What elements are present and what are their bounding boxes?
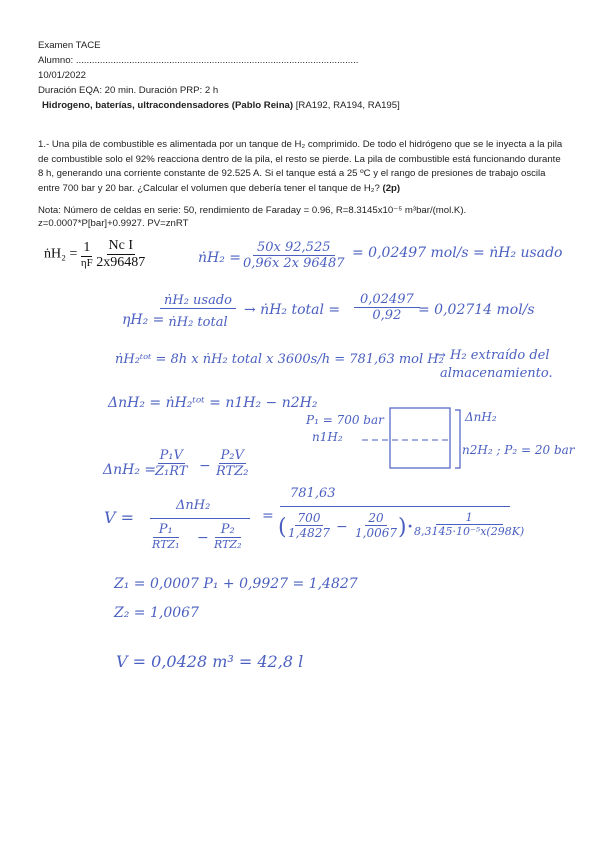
hw-line6-a-den: RTZ₁	[152, 538, 180, 551]
hw-line3-note2: almacenamiento.	[440, 366, 553, 381]
hw-line1-rhs: = 0,02497 mol/s = ṅH₂ usado	[352, 245, 563, 261]
formula-lhs: ṅH₂ =	[44, 246, 78, 262]
note-line-2: z=0.0007*P[bar]+0.9927. PV=znRT	[38, 218, 189, 229]
hw-line5-frac1	[155, 448, 187, 479]
hw-line5-d1: Z₁RT	[155, 464, 188, 479]
hw-line1-lhs: ṅH₂ =	[198, 250, 242, 266]
hw-line6-bar2	[280, 506, 510, 507]
exam-duration: Duración EQA: 20 min. Duración PRP: 2 h	[38, 85, 219, 96]
hw-line5-n1: P₁V	[159, 448, 183, 463]
hw-line5-n2: P₂V	[220, 448, 244, 463]
tank-dn-label: ΔnH₂	[465, 410, 497, 424]
hw-line6-paren-close: )·	[398, 515, 414, 540]
tank-p1-label: P₁ = 700 bar	[306, 413, 384, 427]
topic-title: Hidrogeno, baterías, ultracondensadores (Pablo Reina)	[42, 100, 294, 111]
hw-line6-b-den: RTZ₂	[214, 538, 242, 551]
hw-line6-bar	[150, 518, 250, 519]
student-field: Alumno: ..........................................................................................................	[38, 55, 359, 66]
hw-line1-den: 0,96x 2x 96487	[243, 256, 345, 271]
hw-line6-top: 781,63	[290, 486, 336, 501]
hw-line2-den2: 0,92	[372, 308, 402, 323]
hw-line4: ΔnH₂ = ṅH₂ᵗᵒᵗ = n1H₂ − n2H₂	[108, 395, 318, 411]
hw-line3: ṅH₂ᵗᵒᵗ = 8h x ṅH₂ total x 3600s/h = 781,63 mol H₂	[115, 352, 444, 367]
hw-line6-minus2: −	[336, 519, 348, 535]
hw-line2-num: ṅH₂ usado	[160, 293, 236, 309]
formula-eta: ηF	[80, 257, 93, 269]
hw-line1-num: 50x 92,525	[253, 240, 335, 256]
note-line-1: Nota: Número de celdas en serie: 50, rendimiento de Faraday = 0.96, R=8.3145x10⁻⁵ m³bar/(mol.K).	[38, 205, 467, 216]
hw-line2-mid: → ṅH₂ total =	[244, 302, 341, 318]
hw-line6-b-num: P₂	[215, 522, 241, 538]
formula-den: 2x96487	[96, 255, 146, 270]
hw-line6-frac-d	[355, 511, 397, 540]
tank-bracket	[455, 410, 460, 468]
hw-line5-minus: −	[199, 458, 211, 474]
hw-line6-frac-c	[288, 511, 330, 540]
hw-line5-frac2	[216, 448, 248, 479]
question-points: (2p)	[382, 182, 401, 194]
exam-date: 10/01/2022	[38, 70, 87, 81]
tank-n1-label: n1H₂	[312, 430, 343, 444]
tank-outline	[390, 408, 450, 468]
hw-z1: Z₁ = 0,0007 P₁ + 0,9927 = 1,4827	[114, 576, 358, 592]
hw-line2-rhs: = 0,02714 mol/s	[418, 302, 535, 318]
formula-one: 1	[83, 240, 91, 255]
hw-line2-num2: 0,02497	[354, 292, 420, 308]
formula-num: Nc I	[108, 238, 134, 253]
hw-line6-num: ΔnH₂	[176, 498, 211, 513]
hw-line3-note1: → H₂ extraído del	[435, 348, 550, 363]
hw-line6-frac-e	[414, 511, 524, 538]
hw-line6-a-num: P₁	[153, 522, 179, 538]
hw-line5-d2: RTZ₂	[216, 464, 249, 479]
hw-line2-den: ṅH₂ total	[168, 315, 228, 330]
hw-line6-frac-b	[214, 522, 241, 551]
hw-line2-lhs: ηH₂ =	[122, 312, 165, 328]
hw-line6-lhs: V =	[104, 508, 135, 527]
hw-line6-e-den: 8,3145·10⁻⁵x(298K)	[414, 525, 525, 538]
hw-line6-d-num: 20	[365, 511, 386, 526]
hw-line6-e-num: 1	[436, 511, 503, 525]
exam-title: Examen TACE	[38, 40, 101, 51]
hw-line6-minus: −	[197, 530, 209, 546]
hw-line6-eq: =	[262, 508, 274, 524]
question-body: 1.- Una pila de combustible es alimentada por un tanque de H₂ comprimido. De todo el hidrógeno que se le inyecta a la pila de combustible solo el 92% reacciona dentro de la pila, el resto se pierde. La pila de combustible está funcionando durante 8 h, generando una corriente constante de 92.525 A. Si el tanque está a 25 ºC y el rango de presiones de trabajo oscila entre 700 bar y 20 bar. ¿Calcular el volumen que debería tener el tanque de H₂?	[38, 139, 563, 194]
hw-line5-lhs: ΔnH₂ =	[103, 462, 157, 478]
tank-n2-label: n2H₂ ; P₂ = 20 bar	[462, 443, 575, 457]
hw-result: V = 0,0428 m³ = 42,8 l	[116, 652, 304, 671]
hw-z2: Z₂ = 1,0067	[114, 605, 199, 621]
hw-line6-frac-a	[152, 522, 179, 551]
hw-line6-c-den: 1,4827	[288, 526, 330, 540]
hw-line6-d-den: 1,0067	[355, 526, 397, 540]
hw-line6-paren-open: (	[278, 515, 287, 540]
hw-line6-c-num: 700	[295, 511, 324, 526]
topic-codes: [RA192, RA194, RA195]	[295, 100, 400, 111]
